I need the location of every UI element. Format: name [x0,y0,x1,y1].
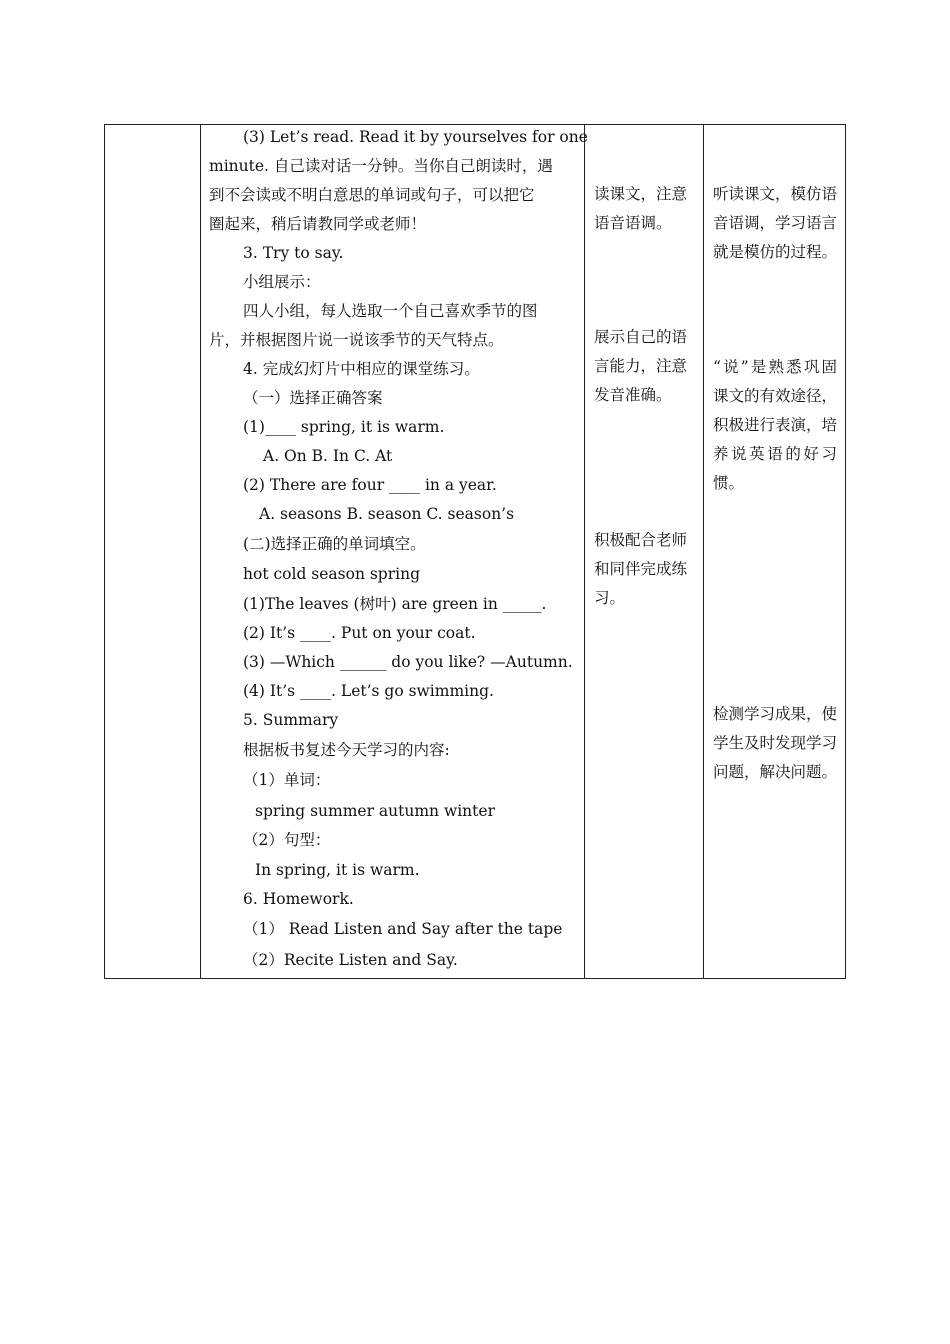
text-line: (3) —Which ______ do you like? —Autumn. [243,653,573,671]
text-block: 读课文，注意语音语调。 [594,185,688,232]
lesson-table [104,124,846,979]
text-line: (1)The leaves (树叶) are green in _____. [243,595,547,613]
text-line: （一）选择正确答案 [243,389,383,407]
text-line: (二)选择正确的单词填空。 [243,535,426,553]
text-line: A. seasons B. season C. season’s [259,505,515,523]
text-line: 到不会读或不明白意思的单词或句子，可以把它 [209,186,535,204]
text-line: In spring, it is warm. [255,861,420,879]
student-activity-cell [585,125,704,978]
text-line: (2) It’s ____. Put on your coat. [243,624,476,642]
text-line: spring summer autumn winter [255,802,495,820]
design-intent-cell [704,125,845,978]
text-line: （1） Read Listen and Say after the tape [243,920,563,938]
text-line: 3. Try to say. [243,244,344,262]
text-line: （2）句型： [243,831,331,849]
text-line: （2）Recite Listen and Say. [243,951,458,969]
text-block: 检测学习成果，使学生及时发现学习问题，解决问题。 [713,705,838,781]
text-line: 6. Homework. [243,890,354,908]
text-line: (3) Let’s read. Read it by yourselves for one [243,128,588,146]
text-line: (1)____ spring, it is warm. [243,418,445,436]
text-block: 听读课文，模仿语音语调，学习语言就是模仿的过程。 [713,185,838,261]
text-line: (2) There are four ____ in a year. [243,476,497,494]
teaching-process-cell [201,125,588,978]
text-line: minute. 自己读对话一分钟。当你自己朗读时，遇 [209,157,553,175]
text-line: hot cold season spring [243,565,421,583]
text-line: 四人小组，每人选取一个自己喜欢季节的图 [243,302,538,320]
blank-column-cell [105,125,200,978]
text-line: 小组展示： [243,273,321,291]
text-line: A. On B. In C. At [263,447,393,465]
text-line: 圈起来，稍后请教同学或老师！ [209,215,427,233]
text-line: 根据板书复述今天学习的内容: [243,741,450,759]
text-block: 展示自己的语言能力，注意发音准确。 [594,328,688,404]
text-block: 积极配合老师和同伴完成练习。 [594,531,688,607]
text-line: 4. 完成幻灯片中相应的课堂练习。 [243,360,480,378]
text-line: 5. Summary [243,711,339,729]
text-line: （1）单词： [243,771,331,789]
text-block: “说”是熟悉巩固课文的有效途径，积极进行表演，培养说英语的好习惯。 [713,358,838,492]
text-line: (4) It’s ____. Let’s go swimming. [243,682,494,700]
text-line: 片，并根据图片说一说该季节的天气特点。 [209,331,504,349]
